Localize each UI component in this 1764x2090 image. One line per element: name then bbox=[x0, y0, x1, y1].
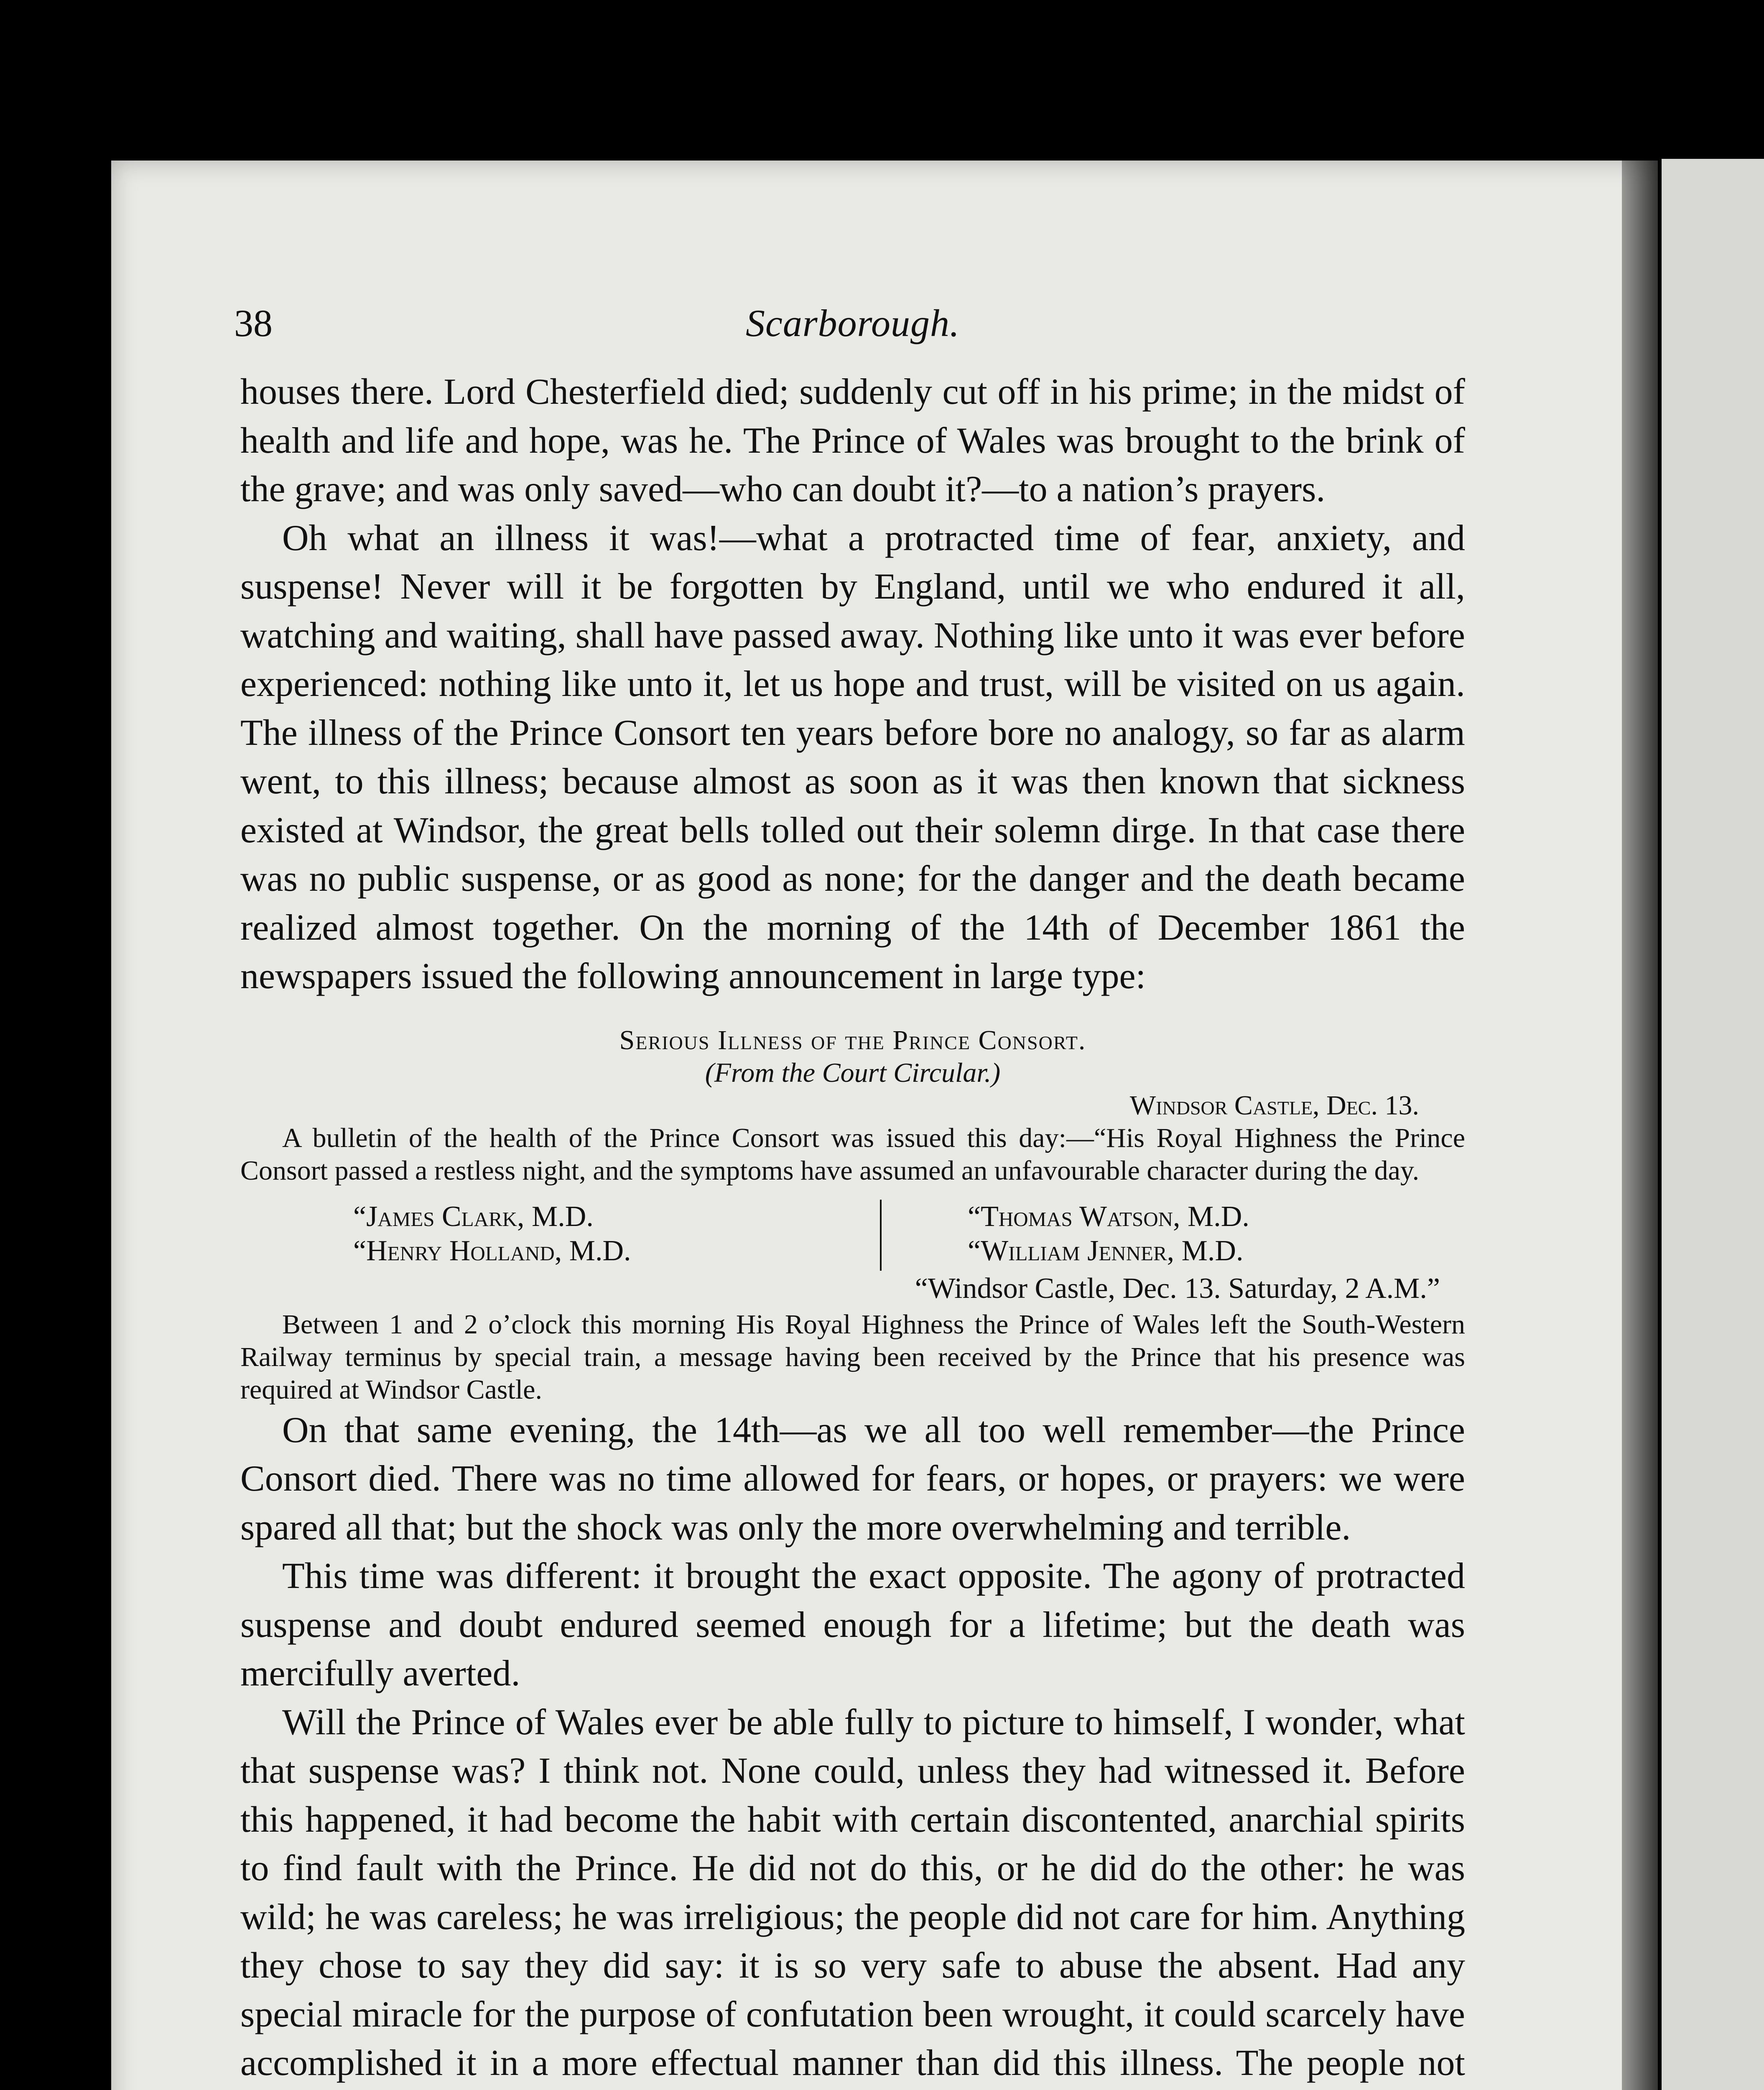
notice-dateline: “Windsor Castle, Dec. 13. Saturday, 2 A.M.” bbox=[915, 1272, 1440, 1305]
signature-column-right bbox=[968, 1200, 1249, 1268]
notice-place: Windsor Castle, Dec. 13. bbox=[1129, 1090, 1419, 1121]
paragraph-4: This time was different: it brought the exact opposite. The agony of protracted suspense and doubt endured seemed enough for a lifetime; but the death was mercifully averted. bbox=[240, 1556, 1465, 1694]
notice-bulletin: A bulletin of the health of the Prince Consort was issued this day:—“His Royal Highness the Prince Consort passed a restless night, and the symptoms have assumed an unfavourable character during the day. bbox=[240, 1122, 1465, 1186]
paragraph-5: Will the Prince of Wales ever be able fully to picture to himself, I wonder, what that suspense was? I think not. None could, unless they had witnessed it. Before this happened, it had become the habit with certain discontented, anarchial spirits to find fault with the Prince. He did not do this, or he did do the other: he was wild; he was careless; he was irreligious; the people did not care for him. Anything they chose to say they did say: it is so very safe to abuse the absent. Had any special miracle for the purpose of confutation been wrought, it could scarcely have accomplished it in a more effectual manner than did this illness. The people not bbox=[240, 1702, 1465, 2083]
page-header bbox=[234, 301, 1471, 347]
signature-divider bbox=[880, 1200, 882, 1271]
signature-william-jenner: “William Jenner, M.D. bbox=[968, 1234, 1244, 1267]
notice-title: Serious Illness of the Prince Consort. bbox=[619, 1025, 1086, 1055]
page-body bbox=[240, 368, 1465, 2090]
notice-source: (From the Court Circular.) bbox=[705, 1057, 1001, 1088]
signature-james-clark: “James Clark, M.D. bbox=[353, 1200, 594, 1233]
paragraph-1: houses there. Lord Chesterfield died; suddenly cut off in his prime; in the midst of health and life and hope, was he. The Prince of Wales was brought to the brink of the grave; and was only saved—who can doubt it?—to a nation’s prayers. bbox=[240, 372, 1465, 510]
signature-thomas-watson: “Thomas Watson, M.D. bbox=[968, 1200, 1249, 1233]
signature-henry-holland: “Henry Holland, M.D. bbox=[353, 1234, 631, 1267]
running-title: Scarborough. bbox=[745, 302, 960, 344]
paragraph-3: On that same evening, the 14th—as we all too well remember—the Prince Consort died. There was no time allowed for fears, or hopes, or prayers: we were spared all that; but the shock was only the more overwhelming and terrible. bbox=[240, 1409, 1465, 1548]
page-gutter-shadow bbox=[1622, 159, 1668, 2090]
paragraph-2: Oh what an illness it was!—what a protracted time of fear, anxiety, and suspense! Never will it be forgotten by England, until we who endured it all, watching and waiting, shall have passed away. Nothing like unto it was ever before experienced: nothing like unto it, let us hope and trust, will be visited on us again. The illness of the Prince Consort ten years before bore no analogy, so far as alarm went, to this illness; because almost as soon as it was then known that sickness existed at Windsor, the great bells tolled out their solemn dirge. In that case there was no public suspense, or as good as none; for the danger and the death became realized almost together. On the morning of the 14th of December 1861 the newspapers issued the following announcement in large type: bbox=[240, 517, 1465, 997]
page-number: 38 bbox=[234, 302, 273, 344]
physician-signatures bbox=[240, 1200, 1465, 1271]
signature-column-left bbox=[353, 1200, 631, 1268]
court-circular-notice bbox=[240, 1024, 1465, 1406]
notice-followup: Between 1 and 2 o’clock this morning His Royal Highness the Prince of Wales left the South-Western Railway terminus by special train, a message having been received by the Prince that his presence was required at Windsor Castle. bbox=[240, 1309, 1465, 1405]
facing-page-edge bbox=[1662, 159, 1764, 2090]
